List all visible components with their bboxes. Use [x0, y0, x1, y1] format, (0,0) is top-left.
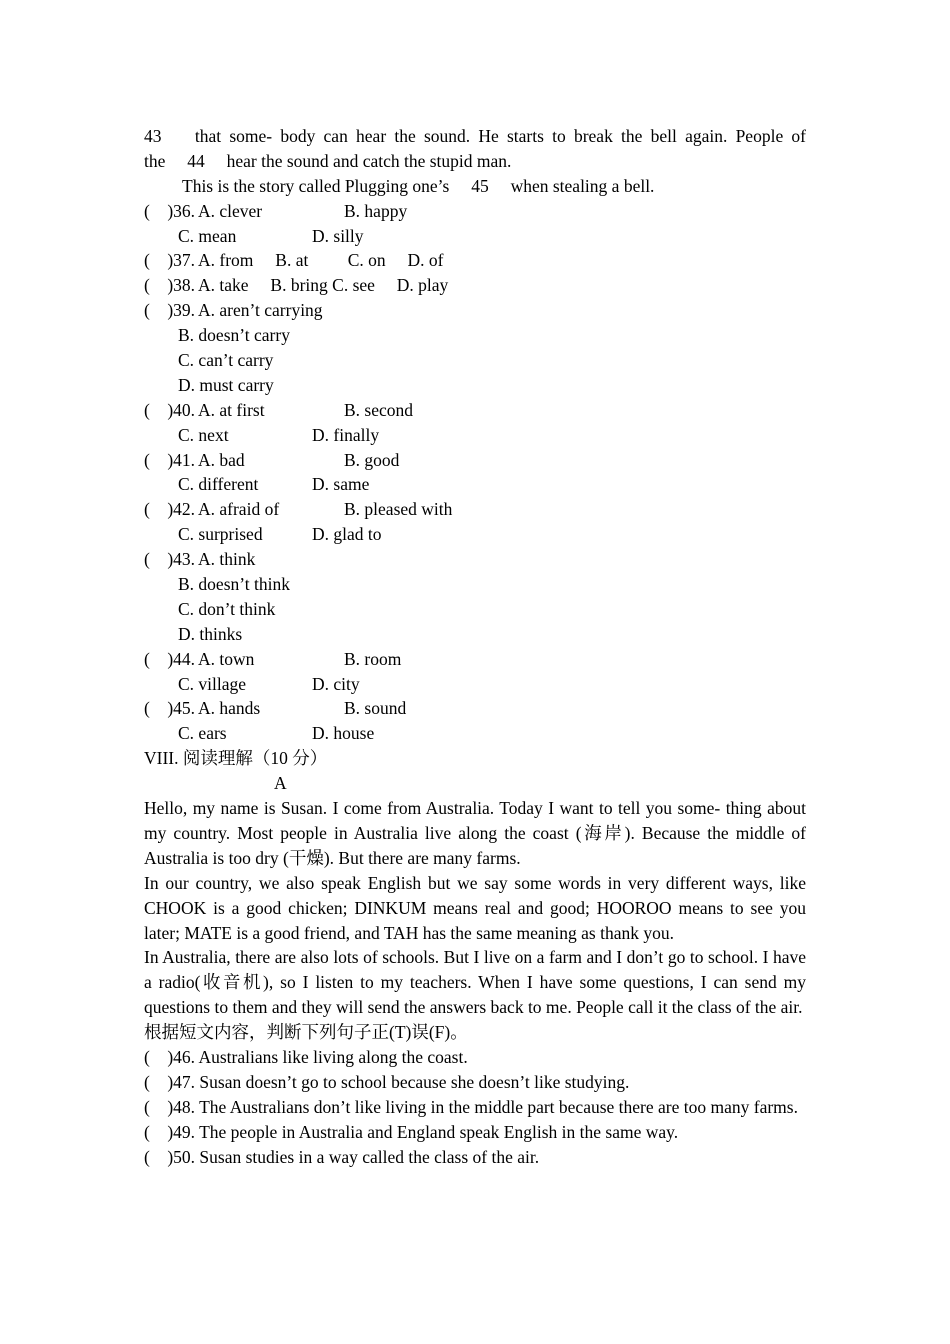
option-a: A. think [198, 549, 256, 570]
instruction: 根据短文内容，判断下列句子正(T)误(F)。 [144, 1022, 468, 1043]
section-title: VIII. 阅读理解（10 分） [144, 748, 328, 769]
cloze-line-1: 43 that some- body can hear the sound. He starts to break the bell again. People of [144, 126, 806, 146]
question-number: ( )43. [144, 549, 196, 570]
tf-item: ( )46. Australians like living along the coast. [144, 1047, 468, 1068]
option-b: B. pleased with [344, 499, 453, 520]
option-b: B. good [344, 449, 400, 470]
option-c: C. next [178, 424, 229, 445]
option-a: A. afraid of [198, 499, 280, 520]
option-b: B. happy [344, 200, 408, 221]
option-c: C. don’t think [178, 598, 276, 619]
option-d: D. same [312, 474, 370, 495]
option-d: D. silly [312, 225, 364, 246]
question-row [144, 273, 806, 298]
question-row [144, 622, 806, 647]
passage-paragraph: In Australia, there are also lots of schools. But I live on a farm and I don’t go to school. I have a radio(收音机), so I listen to my teachers. When I have some questions, I can send my questions to them and they will send the answers back to me. People call it the class of the air. [144, 947, 806, 1018]
question-row [144, 472, 806, 497]
question-number: ( )45. [144, 698, 196, 719]
option-d: D. house [312, 723, 375, 744]
option-c: C. can’t carry [178, 350, 274, 371]
question-row [144, 323, 806, 348]
option-d: D. must carry [178, 374, 274, 395]
question-row [144, 721, 806, 746]
question-row [144, 497, 806, 522]
option-b: B. second [344, 399, 414, 420]
option-a: A. clever [198, 200, 263, 221]
option-d: D. city [312, 673, 360, 694]
question-number: ( )41. [144, 449, 196, 470]
tf-item: ( )50. Susan studies in a way called the class of the air. [144, 1146, 540, 1167]
question-row [144, 373, 806, 398]
option-c: C. mean [178, 225, 237, 246]
question-row [144, 672, 806, 697]
option-b: B. doesn’t think [178, 574, 290, 595]
option-c: C. different [178, 474, 259, 495]
tf-item: ( )47. Susan doesn’t go to school because she doesn’t like studying. [144, 1071, 630, 1092]
question-number: ( )36. [144, 200, 196, 221]
option-a: A. hands [198, 698, 261, 719]
option-d: D. glad to [312, 524, 382, 545]
question-row [144, 423, 806, 448]
question-row [144, 696, 806, 721]
question-row [144, 199, 806, 224]
option-b: B. doesn’t carry [178, 325, 290, 346]
question-row [144, 547, 806, 572]
question-options: A. from B. at C. on D. of [198, 250, 444, 271]
question-row [144, 647, 806, 672]
passage-label: A [274, 773, 287, 794]
cloze-line-3: This is the story called Plugging one’s 45 when stealing a bell. [182, 175, 655, 196]
tf-item: ( )49. The people in Australia and England speak English in the same way. [144, 1121, 679, 1142]
question-row [144, 597, 806, 622]
option-c: C. village [178, 673, 247, 694]
question-number: ( )44. [144, 648, 196, 669]
option-c: C. ears [178, 723, 227, 744]
question-row [144, 298, 806, 323]
question-row [144, 348, 806, 373]
question-number: ( )40. [144, 399, 196, 420]
question-number: ( )37. [144, 250, 196, 271]
question-row [144, 398, 806, 423]
option-b: B. room [344, 648, 402, 669]
question-row [144, 224, 806, 249]
passage [144, 796, 806, 1020]
question-row [144, 448, 806, 473]
option-d: D. finally [312, 424, 380, 445]
option-a: A. at first [198, 399, 265, 420]
option-b: B. sound [344, 698, 407, 719]
question-number: ( )39. [144, 300, 196, 321]
question-options: A. take B. bring C. see D. play [198, 275, 449, 296]
passage-paragraph: Hello, my name is Susan. I come from Australia. Today I want to tell you some- thing about my country. Most people in Australia live along the coast (海岸). Because the middle of Australia is too dry (干燥). But there are many farms. [144, 798, 806, 868]
option-a: A. town [198, 648, 255, 669]
cloze-line-2: the 44 hear the sound and catch the stupid man. [144, 150, 512, 171]
question-number: ( )42. [144, 499, 196, 520]
option-c: C. surprised [178, 524, 263, 545]
option-a: A. aren’t carrying [198, 300, 323, 321]
question-row [144, 572, 806, 597]
passage-paragraph: In our country, we also speak English but we say some words in very different ways, like CHOOK is a good chicken; DINKUM means real and good; HOOROO means to see you later; MATE is a good friend, and TAH has the same meaning as thank you. [144, 872, 806, 943]
question-number: ( )38. [144, 275, 196, 296]
question-list [144, 199, 806, 747]
question-row [144, 248, 806, 273]
question-row [144, 522, 806, 547]
tf-item: ( )48. The Australians don’t like living in the middle part because there are too many farms. [144, 1096, 798, 1117]
worksheet-page [144, 124, 806, 1170]
option-a: A. bad [198, 449, 245, 470]
option-d: D. thinks [178, 623, 243, 644]
